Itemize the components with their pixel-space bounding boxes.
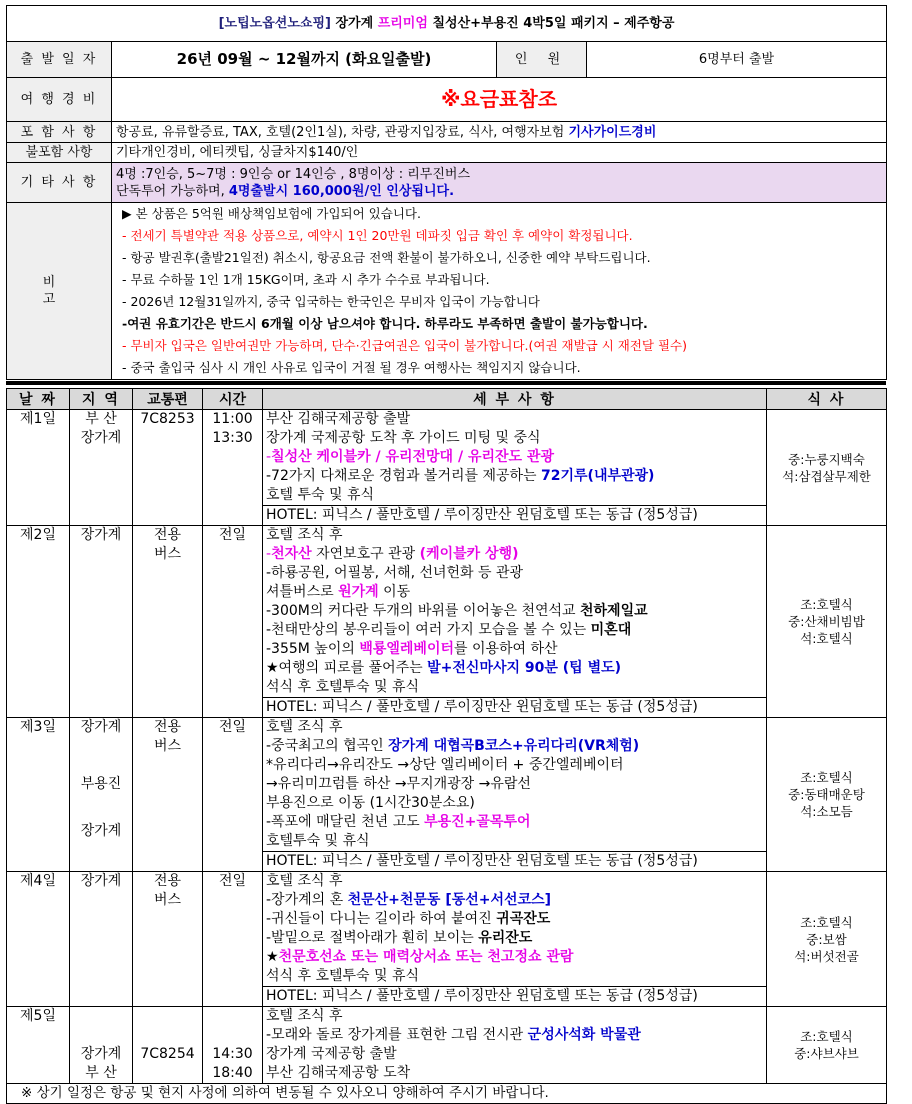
region-line: 장가계	[80, 823, 122, 839]
etc-line2-emph: 4명출발시 160,000원/인 인상됩니다.	[228, 183, 455, 199]
day-meal	[767, 1007, 887, 1084]
day-time	[203, 410, 263, 526]
note-item: - 2026년 12월31일까지, 중국 입국하는 한국인은 무비자 입국이 가능합니다	[122, 294, 540, 309]
meal-line: 석:호텔식	[800, 631, 853, 646]
day-meal	[767, 872, 887, 1007]
day-date: 제2일	[7, 526, 70, 718]
notes-list	[112, 203, 887, 380]
header-time: 시간	[203, 389, 263, 410]
detail-line: →유리미끄럼틀 하산 →무지개광장 →유람선	[266, 776, 531, 792]
transport-line: 버스	[153, 892, 182, 908]
detail-text: -장가계의 혼	[266, 892, 348, 908]
detail-text: -355M 높이의	[266, 641, 360, 657]
detail-highlight: 천하제일교	[580, 603, 648, 619]
note-item: - 전세기 특별약관 적용 상품으로, 예약시 1인 20만원 데파짓 입금 확인 후 예약이 확정됩니다.	[122, 228, 633, 243]
detail-line: 호텔 조식 후	[266, 527, 343, 543]
transport-line: 버스	[153, 546, 182, 562]
footer-notice: ※ 상기 일정은 항공 및 현지 사정에 의하여 변동될 수 있사오니 양해하여 주시기 바랍니다.	[7, 1084, 887, 1104]
detail-highlight: 장가계 대협곡B코스+유리다리(VR체험)	[388, 738, 640, 754]
detail-highlight: 천문산+천문동 [동선+서선코스]	[347, 892, 551, 908]
day-region	[70, 1007, 133, 1084]
meal-line: 조:호텔식	[800, 1029, 853, 1044]
detail-text: 셔틀버스로	[266, 584, 339, 600]
schedule-row-day2	[7, 526, 887, 718]
time-line: 18:40	[212, 1065, 253, 1081]
detail-line: 석식 후 호텔투숙 및 휴식	[266, 968, 420, 984]
detail-line	[266, 891, 763, 910]
region-line: 부 산	[85, 411, 117, 427]
detail-highlight: (케이블카 상행)	[419, 546, 519, 562]
header-meal: 식 사	[767, 389, 887, 410]
detail-text: -중국최고의 협곡인	[266, 738, 389, 754]
day-details	[263, 410, 767, 526]
time-line: 11:00	[212, 411, 253, 427]
detail-line	[266, 545, 763, 564]
title-part1: 장가계	[330, 16, 378, 31]
detail-line: 석식 후 호텔투숙 및 휴식	[266, 679, 420, 695]
meal-line: 중:산채비빔밥	[788, 614, 865, 629]
day-meal	[767, 410, 887, 526]
excluded-value: 기타개인경비, 에티켓팁, 싱글차지$140/인	[112, 143, 887, 163]
transport-line: 전용	[153, 527, 182, 543]
header-transport: 교통편	[133, 389, 203, 410]
detail-text: 를 이용하여 하산	[454, 641, 558, 657]
package-title	[7, 6, 887, 42]
title-part2: 칠성산+부용진 4박5일 패키지 – 제주항공	[427, 16, 675, 31]
day-time: 전일	[203, 718, 263, 872]
transport-line: 7C8254	[140, 1046, 195, 1062]
included-label: 포 함 사 항	[7, 122, 112, 143]
transport-spacer	[136, 1064, 199, 1083]
detail-line	[266, 621, 763, 640]
day-meal	[767, 526, 887, 718]
hotel-line: HOTEL: 피닉스 / 풀만호텔 / 루이징만산 윈덤호텔 또는 동급 (정5성급)	[263, 505, 766, 525]
detail-highlight: 미혼대	[590, 622, 632, 638]
detail-line: 호텔 조식 후	[266, 1008, 343, 1024]
time-line: 14:30	[212, 1046, 253, 1062]
meal-line: 중:누룽지백숙	[788, 451, 865, 467]
detail-line: *유리다리→유리잔도 →상단 엘리베이터 + 중간엘레베이터	[266, 757, 624, 773]
departure-value: 26년 09월 ~ 12월까지 (화요일출발)	[112, 42, 497, 78]
region-line: 장가계	[80, 1046, 122, 1062]
package-info-table	[6, 5, 887, 380]
transport-line: 버스	[153, 738, 182, 754]
included-value	[112, 122, 887, 143]
people-value: 6명부터 출발	[587, 42, 887, 78]
header-date: 날 짜	[7, 389, 70, 410]
detail-line	[266, 602, 763, 621]
day-region	[70, 718, 133, 872]
note-item: - 항공 발권후(출발21일전) 취소시, 항공요금 전액 환불이 불가하오니, 신중한 예약 부탁드립니다.	[122, 250, 651, 265]
etc-value	[112, 163, 887, 203]
hotel-line: HOTEL: 피닉스 / 풀만호텔 / 루이징만산 윈덤호텔 또는 동급 (정5성급)	[263, 986, 766, 1006]
meal-line: 중:동태매운탕	[788, 787, 865, 802]
cost-label: 여 행 경 비	[7, 78, 112, 122]
detail-text: ★	[266, 949, 279, 965]
day-date: 제5일	[7, 1007, 70, 1084]
day-meal	[767, 718, 887, 872]
day-date: 제3일	[7, 718, 70, 872]
detail-highlight: 귀곡잔도	[496, 911, 551, 927]
day-details	[263, 526, 767, 718]
notes-label: 비 고	[7, 203, 112, 380]
day-transport	[133, 718, 203, 872]
detail-line	[266, 737, 763, 756]
note-item: - 무비자 입국은 일반여권만 가능하며, 단수·긴급여권은 입국이 불가합니다.(여권 재발급 시 재전달 필수)	[122, 338, 687, 353]
detail-line: 호텔투숙 및 휴식	[266, 833, 370, 849]
cost-value: ※요금표참조	[112, 78, 887, 122]
region-line: 장가계	[80, 430, 122, 446]
detail-line	[266, 948, 763, 967]
meal-line: 중:샤브샤브	[794, 1046, 859, 1061]
day-details	[263, 1007, 767, 1084]
detail-line: 호텔 조식 후	[266, 873, 343, 889]
detail-line	[266, 813, 763, 832]
schedule-row-day3	[7, 718, 887, 872]
detail-text: -	[266, 546, 272, 562]
included-text: 항공료, 유류할증료, TAX, 호텔(2인1실), 차량, 관광지입장료, 식사, 여행자보험	[116, 124, 569, 140]
meal-line: 조:호텔식	[800, 597, 853, 612]
people-label: 인 원	[497, 42, 587, 78]
meal-line: 석:소모듬	[800, 804, 853, 819]
detail-highlight: 백룡엘레베이터	[359, 641, 454, 657]
region-line: 부 산	[85, 1065, 117, 1081]
etc-label: 기 타 사 항	[7, 163, 112, 203]
detail-line	[266, 467, 763, 486]
detail-line	[266, 448, 763, 467]
detail-text: 자연보호구 관광	[311, 546, 420, 562]
detail-text: -72가지 다채로운 경험과 볼거리를 제공하는	[266, 468, 542, 484]
detail-text: -귀신들이 다니는 길이라 하여 붙여진	[266, 911, 497, 927]
meal-line: 조:호텔식	[800, 914, 853, 930]
detail-text: -폭포에 매달린 천년 고도	[266, 814, 425, 830]
departure-label: 출 발 일 자	[7, 42, 112, 78]
detail-line	[266, 1026, 763, 1045]
etc-line2-text: 단독투어 가능하며,	[116, 183, 229, 199]
detail-line	[266, 583, 763, 602]
detail-highlight: 천문호선쇼 또는 매력상서쇼 또는 천고정쇼 관람	[278, 949, 574, 965]
note-item: ▶ 본 상품은 5억원 배상책임보험에 가입되어 있습니다.	[122, 206, 421, 221]
hotel-line: HOTEL: 피닉스 / 풀만호텔 / 루이징만산 윈덤호텔 또는 동급 (정5성급)	[263, 851, 766, 871]
note-item: - 중국 출입국 심사 시 개인 사유로 입국이 거절 될 경우 여행사는 책임지지 않습니다.	[122, 360, 581, 375]
detail-text: -발밑으로 절벽아래가 훤히 보이는	[266, 930, 479, 946]
detail-text: -300M의 커다란 두개의 바위를 이어놓은 천연석교	[266, 603, 580, 619]
detail-highlight: 원가계	[338, 584, 379, 600]
detail-line: 부산 김해국제공항 출발	[266, 411, 411, 427]
header-details: 세 부 사 항	[263, 389, 767, 410]
transport-line: 전용	[153, 873, 182, 889]
detail-text: ★여행의 피로를 풀어주는	[266, 660, 428, 676]
detail-line	[266, 910, 763, 929]
detail-line: 부산 김해국제공항 도착	[266, 1065, 411, 1081]
detail-highlight: 천자산	[271, 546, 312, 562]
header-region: 지 역	[70, 389, 133, 410]
day-time	[203, 1007, 263, 1084]
detail-line: -하룡공원, 어필봉, 서해, 선녀헌화 등 관광	[266, 565, 524, 581]
detail-text: -천태만상의 봉우리들이 여러 가지 모습을 볼 수 있는	[266, 622, 591, 638]
day-details	[263, 718, 767, 872]
detail-text: -모래와 돌로 장가계를 표현한 그림 전시관	[266, 1027, 528, 1043]
detail-line: 호텔 조식 후	[266, 719, 343, 735]
schedule-row-day1	[7, 410, 887, 526]
meal-line: 석:버섯전골	[794, 948, 859, 964]
day-date: 제4일	[7, 872, 70, 1007]
detail-line: 장가계 국제공항 출발	[266, 1046, 397, 1062]
detail-line	[266, 640, 763, 659]
day-date: 제1일	[7, 410, 70, 526]
included-emph: 기사가이드경비	[568, 124, 657, 140]
detail-line: 호텔 투숙 및 휴식	[266, 487, 375, 503]
detail-line	[266, 659, 763, 678]
day-transport	[133, 872, 203, 1007]
note-item: -여권 유효기간은 반드시 6개월 이상 남으셔야 합니다. 하루라도 부족하면 출발이 불가능합니다.	[122, 316, 648, 331]
day-details	[263, 872, 767, 1007]
detail-line	[266, 929, 763, 948]
detail-highlight: 72기루(내부관광)	[541, 468, 655, 484]
meal-line: 조:호텔식	[800, 770, 853, 785]
transport-line: 전용	[153, 719, 182, 735]
etc-line2	[116, 183, 882, 200]
detail-highlight: 부용진+골목투어	[424, 814, 531, 830]
section-divider	[6, 381, 886, 385]
schedule-row-day4	[7, 872, 887, 1007]
day-transport: 7C8253	[133, 410, 203, 526]
time-line: 13:30	[212, 430, 253, 446]
detail-line: 장가계 국제공항 도착 후 가이드 미팅 및 중식	[266, 430, 541, 446]
schedule-row-day5	[7, 1007, 887, 1084]
day-time: 전일	[203, 872, 263, 1007]
detail-highlight: 칠성산 케이블카 / 유리전망대 / 유리잔도 관광	[271, 449, 554, 465]
detail-text: -	[266, 449, 272, 465]
day-region	[70, 410, 133, 526]
region-line: 부용진	[80, 776, 122, 792]
detail-highlight: 발+전신마사지 90분 (팁 별도)	[427, 660, 622, 676]
detail-highlight: 유리잔도	[478, 930, 533, 946]
day-transport	[133, 1007, 203, 1084]
meal-line: 석:삼겹살무제한	[782, 468, 871, 484]
schedule-table	[6, 388, 887, 1104]
detail-highlight: 군성사석화 박물관	[527, 1027, 641, 1043]
day-transport	[133, 526, 203, 718]
etc-line1: 4명 :7인승, 5~7명 : 9인승 or 14인승 , 8명이상 : 리무진버스	[116, 166, 471, 182]
title-premium: 프리미엄	[377, 16, 428, 31]
meal-line: 중:보쌈	[806, 931, 847, 947]
detail-text: 이동	[378, 584, 411, 600]
note-item: - 무료 수하물 1인 1개 15KG이며, 초과 시 추가 수수료 부과됩니다.	[122, 272, 490, 287]
hotel-line: HOTEL: 피닉스 / 풀만호텔 / 루이징만산 윈덤호텔 또는 동급 (정5성급)	[263, 697, 766, 717]
title-prefix: [노팁노옵션노쇼핑]	[218, 16, 331, 31]
day-time: 전일	[203, 526, 263, 718]
excluded-label: 불포함 사항	[7, 143, 112, 163]
region-line: 장가계	[80, 719, 122, 735]
detail-line: 부용진으로 이동 (1시간30분소요)	[266, 795, 475, 811]
day-region: 장가계	[70, 872, 133, 1007]
day-region: 장가계	[70, 526, 133, 718]
